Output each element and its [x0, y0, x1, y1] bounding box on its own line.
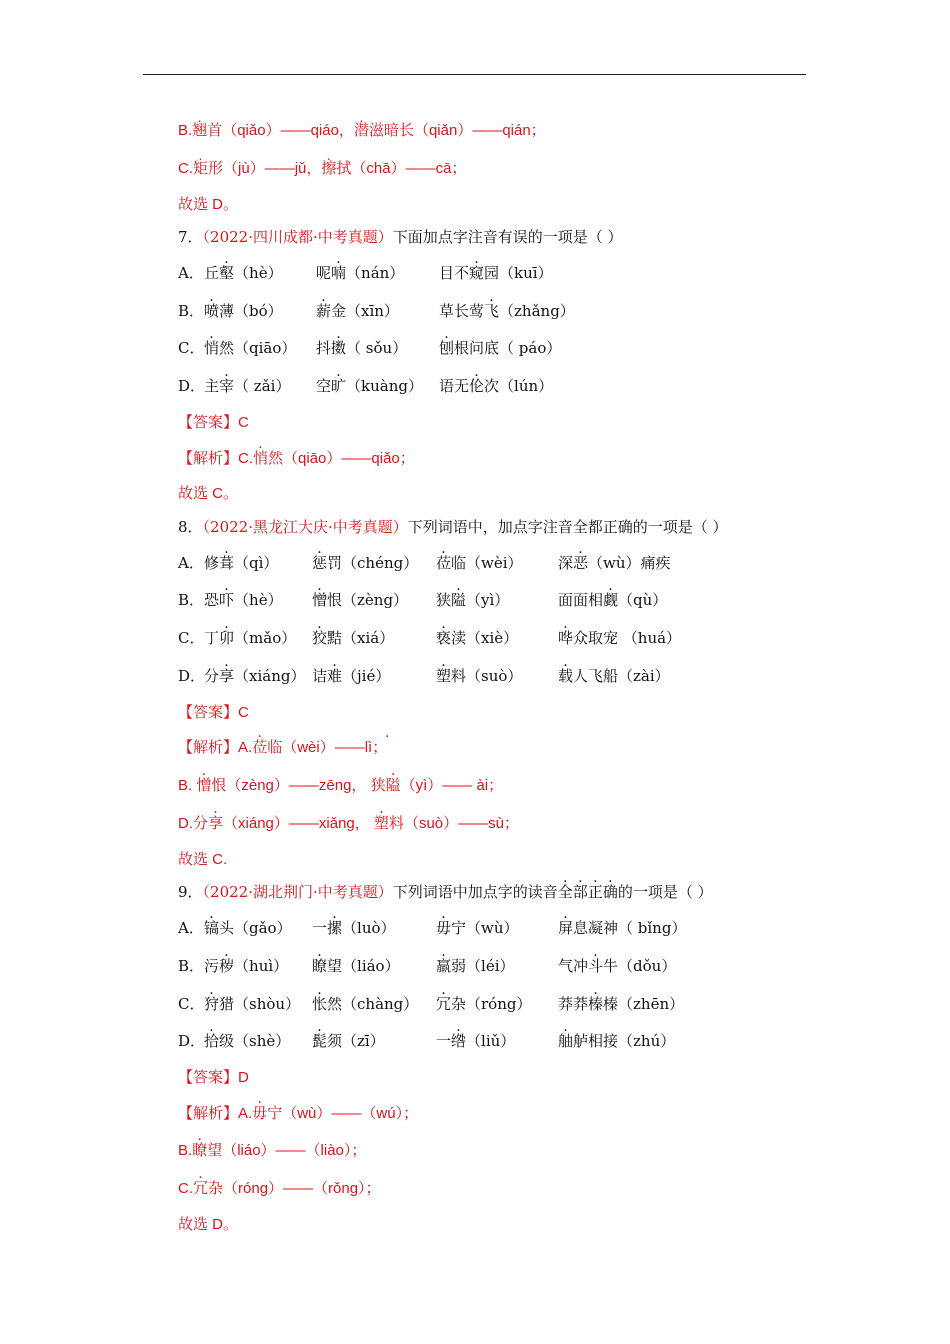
- text: 望（liáo）: [327, 956, 400, 975]
- dotted-char: 潜: [353, 122, 369, 139]
- dotted-char: 绺: [451, 1032, 467, 1051]
- dotted-char: 榛: [588, 994, 604, 1013]
- q9-options: [178, 910, 818, 1061]
- analysis-label: 【解析】: [178, 448, 239, 467]
- dotted-char: 拾: [204, 1032, 220, 1051]
- option-word: [439, 293, 575, 331]
- option-word: [558, 582, 667, 620]
- text: 丘: [204, 263, 220, 282]
- text: C.: [178, 159, 193, 177]
- dotted-char: 旷: [331, 377, 347, 396]
- text: 金（xīn）: [331, 301, 399, 320]
- dotted-char: 矩: [193, 159, 209, 177]
- text: A.: [238, 739, 253, 757]
- dotted-char: 莅: [252, 738, 268, 757]
- text: 诘: [312, 666, 328, 685]
- dotted-char: 镐: [204, 918, 220, 937]
- text: 众取宠 （huá）: [573, 629, 682, 648]
- text: 渎（xiè）: [451, 629, 519, 648]
- dotted-char: 憎: [312, 591, 328, 610]
- dotted-char: 擦: [321, 159, 337, 177]
- option-row: [178, 545, 818, 583]
- text: 空: [316, 377, 332, 396]
- text: 宁（wù）——（wú）；: [267, 1104, 419, 1122]
- dotted-char: 惩: [312, 553, 328, 572]
- dotted-char: 确: [602, 883, 618, 902]
- option-word: [439, 330, 561, 368]
- text: B.: [178, 777, 197, 795]
- dotted-char: 髭: [312, 1032, 328, 1051]
- option-row: [178, 582, 818, 620]
- question-text: 下面加点字注音有误的一项是（ ）: [392, 228, 623, 247]
- dotted-char: 葺: [219, 553, 235, 572]
- option-label: D．: [178, 377, 206, 396]
- dotted-char: 莅: [436, 553, 452, 572]
- dotted-char: 憎: [196, 776, 212, 795]
- dotted-char: 塑: [373, 813, 389, 832]
- text: 头（gǎo）: [219, 918, 292, 937]
- text: （jié）: [342, 666, 391, 685]
- option-word: [558, 658, 670, 696]
- analysis-line: [178, 1170, 818, 1208]
- q7-conclusion: 故选 C。: [178, 485, 239, 503]
- text: （kuàng）: [346, 377, 423, 396]
- text: 一: [436, 1032, 452, 1051]
- option-word: [436, 1023, 515, 1061]
- q9-analysis: [178, 1095, 818, 1208]
- option-word: [312, 545, 418, 583]
- text: 然（qiāo）——qiǎo；: [268, 449, 415, 467]
- text: 临（wèi）: [451, 553, 523, 572]
- option-row: [178, 330, 818, 368]
- header-rule: [143, 74, 806, 75]
- option-label: D．: [178, 1032, 206, 1051]
- dotted-char: 宰: [219, 377, 235, 396]
- option-label: A．: [178, 918, 204, 937]
- text: （mǎo）: [234, 629, 297, 648]
- text: 杂（róng）: [451, 994, 532, 1013]
- question-number: 7．: [178, 228, 203, 247]
- option-label: D．: [178, 666, 206, 685]
- dotted-char: 觑: [603, 591, 619, 610]
- q7-options: [178, 255, 818, 406]
- dotted-char: 羸: [436, 956, 452, 975]
- dotted-char: 全: [557, 883, 573, 902]
- dotted-char: 隘: [451, 591, 467, 610]
- q6-analysis-b: [178, 112, 818, 150]
- question-number: 9．: [178, 883, 203, 902]
- option-word: [436, 986, 531, 1024]
- text: （wù）痛疾: [588, 553, 671, 572]
- dotted-char: 享: [219, 666, 235, 685]
- text: 污: [204, 956, 220, 975]
- text: （luò）: [342, 918, 396, 937]
- dotted-char: 狩: [204, 994, 220, 1013]
- answer-label: 【答案】: [178, 1068, 239, 1087]
- text: 舻相接（zhú）: [573, 1032, 676, 1051]
- q8-stem: [178, 511, 818, 545]
- option-word: [204, 545, 278, 583]
- q7-stem: [178, 221, 818, 255]
- text: A.: [238, 1104, 253, 1122]
- q6-analysis-c: [178, 150, 818, 188]
- option-row: [178, 368, 818, 406]
- dotted-char: 窥: [469, 263, 485, 282]
- dotted-char: 喷: [204, 301, 220, 320]
- text: 弱（léi）: [451, 956, 515, 975]
- text: 人飞船（zài）: [573, 666, 670, 685]
- dotted-char: 秽: [219, 956, 235, 975]
- text: 料（suò）: [451, 666, 523, 685]
- option-word: [204, 948, 288, 986]
- dotted-char: 薪: [316, 301, 332, 320]
- text: 狭: [436, 591, 452, 610]
- dotted-char: 毋: [252, 1103, 268, 1122]
- dotted-char: 亵: [436, 629, 452, 648]
- question-source: （2022·四川成都·中考真题）: [202, 228, 393, 247]
- q9-stem: [178, 876, 818, 910]
- dotted-char: 隘: [385, 776, 401, 795]
- q7-answer: [178, 406, 818, 440]
- option-word: [316, 330, 407, 368]
- option-label: C．: [178, 629, 205, 648]
- text: 草长莺: [439, 301, 485, 320]
- option-word: [312, 658, 390, 696]
- text: 牛（dǒu）: [603, 956, 677, 975]
- text: （ sǒu）: [346, 339, 408, 358]
- text: 抖: [316, 339, 332, 358]
- text: （liǔ）: [466, 1032, 516, 1051]
- text: 恨（zèng）——zēng， 狭: [211, 777, 386, 795]
- option-word: [204, 620, 296, 658]
- question-text: 下列词语中加点字的读音: [392, 883, 558, 902]
- option-word: [436, 620, 518, 658]
- text: 滋暗长（qiǎn）——qián；: [368, 122, 546, 139]
- option-word: [204, 368, 290, 406]
- text: （qù）: [618, 591, 668, 610]
- dotted-char: 冗: [436, 994, 452, 1013]
- text: 目不: [439, 263, 470, 282]
- option-word: [558, 948, 676, 986]
- text: （yì）: [466, 591, 510, 610]
- dotted-char: 摞: [327, 918, 343, 937]
- text: 宁（wù）: [451, 918, 519, 937]
- text: 薄（bó）: [219, 301, 283, 320]
- option-word: [436, 545, 523, 583]
- analysis-line: [178, 1095, 818, 1133]
- text: 须（zī）: [327, 1032, 385, 1051]
- option-word: [204, 1023, 290, 1061]
- dotted-char: 难: [327, 666, 343, 685]
- text: 拭（chā）——cā；: [336, 159, 467, 177]
- text: 杂（róng）——（rǒng）；: [208, 1180, 381, 1198]
- option-row: [178, 658, 818, 696]
- option-word: [204, 330, 296, 368]
- option-label: C．: [178, 994, 205, 1013]
- text: （yì）—— ài；: [400, 777, 504, 795]
- dotted-char: 冗: [193, 1179, 209, 1198]
- text: 次（lún）: [484, 377, 554, 396]
- option-word: [312, 910, 396, 948]
- option-word: [436, 910, 519, 948]
- option-word: [558, 620, 681, 658]
- dotted-char: 悄: [204, 339, 220, 358]
- analysis-line: [178, 805, 818, 843]
- option-word: [436, 948, 515, 986]
- dotted-char: 毋: [436, 918, 452, 937]
- text: 面面相: [558, 591, 604, 610]
- option-word: [436, 658, 522, 696]
- dotted-char: 壑: [219, 263, 235, 282]
- text: 气冲: [558, 956, 589, 975]
- q8-options: [178, 545, 818, 696]
- dotted-char: 塑: [436, 666, 452, 685]
- q9-answer: [178, 1061, 818, 1095]
- dotted-char: 斗: [588, 956, 604, 975]
- text: （qì）: [234, 553, 279, 572]
- option-word: [204, 293, 283, 331]
- dotted-char: 恶: [573, 553, 589, 572]
- text: 料（suò）——sù；: [388, 814, 519, 832]
- analysis-line: [178, 767, 818, 805]
- dotted-char: 部: [572, 883, 588, 902]
- option-row: [178, 948, 818, 986]
- option-word: [312, 948, 400, 986]
- dotted-char: 舳: [558, 1032, 574, 1051]
- answer-value: C: [238, 413, 249, 431]
- dotted-char: 享: [208, 813, 224, 832]
- analysis-line: [178, 1132, 818, 1170]
- text: 分: [204, 666, 220, 685]
- dotted-char: 狡: [312, 629, 328, 648]
- text: 主: [204, 377, 220, 396]
- option-label: A．: [178, 553, 204, 572]
- text: 望（liáo）——（liào）；: [207, 1142, 367, 1160]
- text: 语无: [439, 377, 470, 396]
- option-word: [316, 293, 399, 331]
- q9-conclusion: 故选 D。: [178, 1216, 239, 1234]
- option-word: [558, 1023, 675, 1061]
- answer-value: C: [238, 703, 249, 721]
- option-word: [316, 368, 423, 406]
- text: （huì）: [234, 956, 289, 975]
- option-row: [178, 986, 818, 1024]
- dotted-char: 喃: [331, 263, 347, 282]
- text: C.: [178, 1180, 193, 1198]
- document-body: [178, 112, 818, 1242]
- option-label: A．: [178, 263, 204, 282]
- dotted-phrase: [558, 883, 618, 901]
- q7-analysis: [178, 440, 818, 478]
- dotted-char: 伦: [469, 377, 485, 396]
- option-word: [558, 910, 686, 948]
- dotted-char: 擞: [331, 339, 347, 358]
- dotted-char: 怅: [312, 994, 328, 1013]
- question-text: 的一项是（ ）: [617, 883, 713, 902]
- question-source: （2022·湖北荆门·中考真题）: [202, 883, 393, 902]
- dotted-char: 哗: [558, 629, 574, 648]
- text: 临（wèi）——lì；: [267, 739, 388, 757]
- analysis-label: 【解析】: [178, 1103, 239, 1122]
- q6-conclusion: 故选 D。: [178, 195, 239, 213]
- option-label: C．: [178, 339, 205, 358]
- dotted-char: 悄: [253, 448, 269, 467]
- text: B.: [178, 1142, 193, 1160]
- text: 修: [204, 553, 220, 572]
- text: 莽莽: [558, 994, 589, 1013]
- option-word: [312, 582, 408, 620]
- question-source: （2022·黑龙江大庆·中考真题）: [202, 517, 408, 536]
- option-label: B．: [178, 301, 205, 320]
- option-word: [439, 368, 553, 406]
- text: 呢: [316, 263, 332, 282]
- option-row: [178, 293, 818, 331]
- text: 恐: [204, 591, 220, 610]
- option-row: [178, 910, 818, 948]
- dotted-char: 卯: [219, 629, 235, 648]
- option-word: [204, 986, 300, 1024]
- analysis-label: 【解析】: [178, 738, 239, 757]
- text: 罚（chéng）: [327, 553, 419, 572]
- dotted-char: 屏: [558, 918, 574, 937]
- question-number: 8．: [178, 517, 203, 536]
- text: （zhǎng）: [499, 301, 575, 320]
- text: 猎（shòu）: [219, 994, 301, 1013]
- dotted-char: 飞: [484, 301, 500, 320]
- text: 一: [312, 918, 328, 937]
- dotted-char: 正: [587, 883, 603, 902]
- text: 根问底（ páo）: [454, 339, 562, 358]
- dotted-char: 吓: [219, 591, 235, 610]
- option-row: [178, 620, 818, 658]
- text: 然（chàng）: [327, 994, 419, 1013]
- text: B.: [178, 122, 193, 139]
- option-row: [178, 1023, 818, 1061]
- text: （hè）: [234, 591, 283, 610]
- option-word: [436, 582, 509, 620]
- option-word: [204, 910, 292, 948]
- dotted-char: 翘: [192, 122, 208, 139]
- text: （nán）: [346, 263, 405, 282]
- dotted-char: 载: [558, 666, 574, 685]
- text: （ zǎi）: [234, 377, 291, 396]
- dotted-char: 瞭: [312, 956, 328, 975]
- text: 首（qiǎo）——qiáo，: [207, 122, 354, 139]
- option-word: [312, 620, 394, 658]
- answer-value: D: [238, 1069, 249, 1087]
- text: D.分: [178, 814, 209, 832]
- option-word: [312, 1023, 385, 1061]
- option-word: [316, 255, 404, 293]
- text: （hè）: [234, 263, 283, 282]
- option-word: [204, 582, 283, 620]
- text: 然（qiāo）: [219, 339, 297, 358]
- option-word: [439, 255, 553, 293]
- option-word: [558, 545, 671, 583]
- option-word: [312, 986, 418, 1024]
- text: 形（jù）——jǔ，: [208, 159, 322, 177]
- option-word: [204, 255, 283, 293]
- text: 级（shè）: [219, 1032, 291, 1051]
- text: C.: [238, 449, 254, 467]
- option-label: B．: [178, 956, 205, 975]
- text: 深: [558, 553, 574, 572]
- option-label: B．: [178, 591, 205, 610]
- text: 园（kuī）: [484, 263, 553, 282]
- answer-label: 【答案】: [178, 702, 239, 721]
- q8-answer: [178, 696, 818, 730]
- option-word: [558, 986, 684, 1024]
- text: 丁: [204, 629, 220, 648]
- text: （xiáng）: [234, 666, 306, 685]
- text: 息凝神（ bǐng）: [573, 918, 687, 937]
- question-text: 下列词语中，加点字注音全都正确的一项是（ ）: [407, 517, 728, 536]
- text: 榛（zhēn）: [603, 994, 685, 1013]
- q8-analysis: [178, 729, 818, 842]
- q8-conclusion: 故选 C.: [178, 850, 228, 868]
- answer-label: 【答案】: [178, 412, 239, 431]
- text: 恨（zèng）: [327, 591, 409, 610]
- text: 黠（xiá）: [327, 629, 395, 648]
- dotted-char: 瞭: [192, 1141, 208, 1160]
- analysis-line: [178, 729, 818, 767]
- option-word: [204, 658, 306, 696]
- dotted-char: 刨: [439, 339, 455, 358]
- option-row: [178, 255, 818, 293]
- text: （xiáng）——xiǎng，: [223, 814, 374, 832]
